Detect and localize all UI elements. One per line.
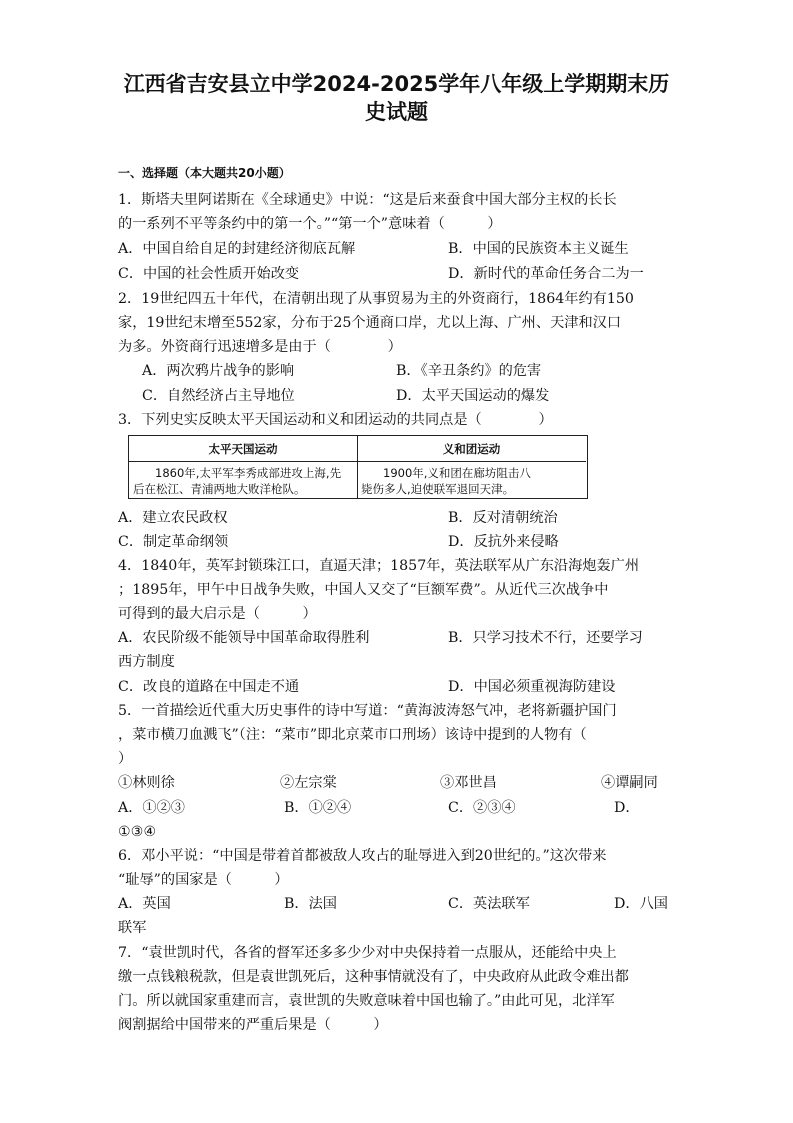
q3-option-d: D．反抗外来侵略 bbox=[448, 534, 559, 550]
q4-option-d: D．中国必须重视海防建设 bbox=[448, 679, 616, 695]
q5-stem-line-3: ） bbox=[118, 751, 133, 767]
section-heading: 一、选择题（本大题共20小题） bbox=[118, 166, 291, 180]
table-cell-taiping-line-1: 1860年,太平军李秀成部进攻上海,先 bbox=[155, 466, 342, 480]
q2-stem-line-1: 2．19世纪四五十年代，在清朝出现了从事贸易为主的外资商行，1864年约有150 bbox=[118, 291, 634, 307]
q3-option-b: B．反对清朝统治 bbox=[448, 510, 558, 526]
q5-option-b: B．①②④ bbox=[284, 800, 352, 816]
table-cropped-edge bbox=[549, 463, 587, 497]
table-header-boxer: 义和团运动 bbox=[357, 436, 586, 462]
q4-stem-line-1: 4．1840年，英军封锁珠江口，直逼天津；1857年，英法联军从广东沿海炮轰广州 bbox=[118, 558, 640, 574]
q2-option-b: B．《辛丑条约》的危害 bbox=[396, 363, 542, 379]
q5-stem-line-2: ，菜市横刀血溅飞”（注：“菜市”即北京菜市口刑场）该诗中提到的人物有（ bbox=[118, 727, 587, 743]
q6-option-a: A．英国 bbox=[118, 896, 171, 912]
q4-option-c: C．改良的道路在中国走不通 bbox=[118, 679, 300, 695]
q1-stem-line-1: 1．斯塔夫里阿诺斯在《全球通史》中说：“这是后来蚕食中国大部分主权的长长 bbox=[118, 192, 617, 208]
q3-option-a: A．建立农民政权 bbox=[118, 510, 228, 526]
q2-option-c: C．自然经济占主导地位 bbox=[142, 388, 295, 404]
q7-stem-line-4: 阀割据给中国带来的严重后果是（ ） bbox=[118, 1017, 388, 1033]
page-title-line-2: 史试题 bbox=[365, 100, 428, 124]
q4-option-b-line-1: B．只学习技术不行，还要学习 bbox=[448, 630, 643, 646]
q7-stem-line-2: 缴一点钱粮税款，但是袁世凯死后，这种事情就没有了，中央政府从此政令难出都 bbox=[118, 969, 629, 985]
q5-figure-2: ②左宗棠 bbox=[280, 775, 337, 791]
q2-option-a: A．两次鸦片战争的影响 bbox=[142, 363, 295, 379]
q7-stem-line-1: 7．“袁世凯时代，各省的督军还多多少少对中央保持着一点服从，还能给中央上 bbox=[118, 945, 617, 961]
q5-option-d-label: D． bbox=[614, 800, 640, 816]
q5-option-c: C．②③④ bbox=[448, 800, 516, 816]
q4-option-b-line-2: 西方制度 bbox=[118, 654, 175, 670]
q4-stem-line-2: ；1895年，甲午中日战争失败，中国人又交了“巨额军费”。从近代三次战争中 bbox=[118, 582, 609, 598]
q5-option-d-value: ①③④ bbox=[118, 824, 157, 840]
q6-option-b: B．法国 bbox=[284, 896, 337, 912]
q5-option-a: A．①②③ bbox=[118, 800, 185, 816]
q6-stem-line-2: “耻辱”的国家是（ ） bbox=[118, 872, 289, 888]
table-cell-boxer-line-2: 毙伤多人,迫使联军退回天津。 bbox=[361, 482, 515, 496]
table-header-taiping: 太平天国运动 bbox=[129, 436, 357, 462]
q5-figure-3: ③邓世昌 bbox=[440, 775, 497, 791]
q6-option-d-line-1: D．八国 bbox=[614, 896, 668, 912]
q2-option-d: D．太平天国运动的爆发 bbox=[396, 388, 550, 404]
page-title-line-1: 江西省吉安县立中学2024-2025学年八年级上学期期末历 bbox=[123, 72, 670, 96]
q1-option-d: D．新时代的革命任务合二为一 bbox=[448, 266, 644, 282]
q7-stem-line-3: 门。所以就国家重建而言，袁世凯的失败意味着中国也输了。”由此可见，北洋军 bbox=[118, 993, 615, 1009]
q4-option-a: A．农民阶级不能领导中国革命取得胜利 bbox=[118, 630, 370, 646]
q3-stem: 3．下列史实反映太平天国运动和义和团运动的共同点是（ ） bbox=[118, 412, 553, 428]
table-cell-boxer-line-1: 1900年,义和团在廊坊阻击八 bbox=[383, 466, 531, 480]
q2-stem-line-2: 家，19世纪末增至552家，分布于25个通商口岸，尤以上海、广州、天津和汉口 bbox=[118, 315, 622, 331]
q6-stem-line-1: 6．邓小平说：“中国是带着首都被敌人攻占的耻辱进入到20世纪的。”这次带来 bbox=[118, 848, 607, 864]
q6-option-d-line-2: 联军 bbox=[118, 920, 147, 936]
q3-source-table bbox=[128, 435, 588, 499]
table-divider bbox=[357, 436, 358, 498]
table-cell-taiping-line-2: 后在松江、青浦两地大败洋枪队。 bbox=[133, 482, 306, 496]
q2-stem-line-3: 为多。外资商行迅速增多是由于（ ） bbox=[118, 339, 402, 355]
q1-stem-line-2: 的一系列不平等条约中的第一个。”“第一个”意味着（ ） bbox=[118, 216, 502, 232]
q3-option-c: C．制定革命纲领 bbox=[118, 534, 229, 550]
q6-option-c: C．英法联军 bbox=[448, 896, 530, 912]
q1-option-c: C．中国的社会性质开始改变 bbox=[118, 266, 300, 282]
q4-stem-line-3: 可得到的最大启示是（ ） bbox=[118, 606, 317, 622]
q5-figure-1: ①林则徐 bbox=[118, 775, 175, 791]
q1-option-b: B．中国的民族资本主义诞生 bbox=[448, 241, 629, 257]
q5-stem-line-1: 5．一首描绘近代重大历史事件的诗中写道：“黄海波涛怒气冲，老将新疆护国门 bbox=[118, 703, 617, 719]
q1-option-a: A．中国自给自足的封建经济彻底瓦解 bbox=[118, 241, 356, 257]
q5-figure-4: ④谭嗣同 bbox=[601, 775, 658, 791]
